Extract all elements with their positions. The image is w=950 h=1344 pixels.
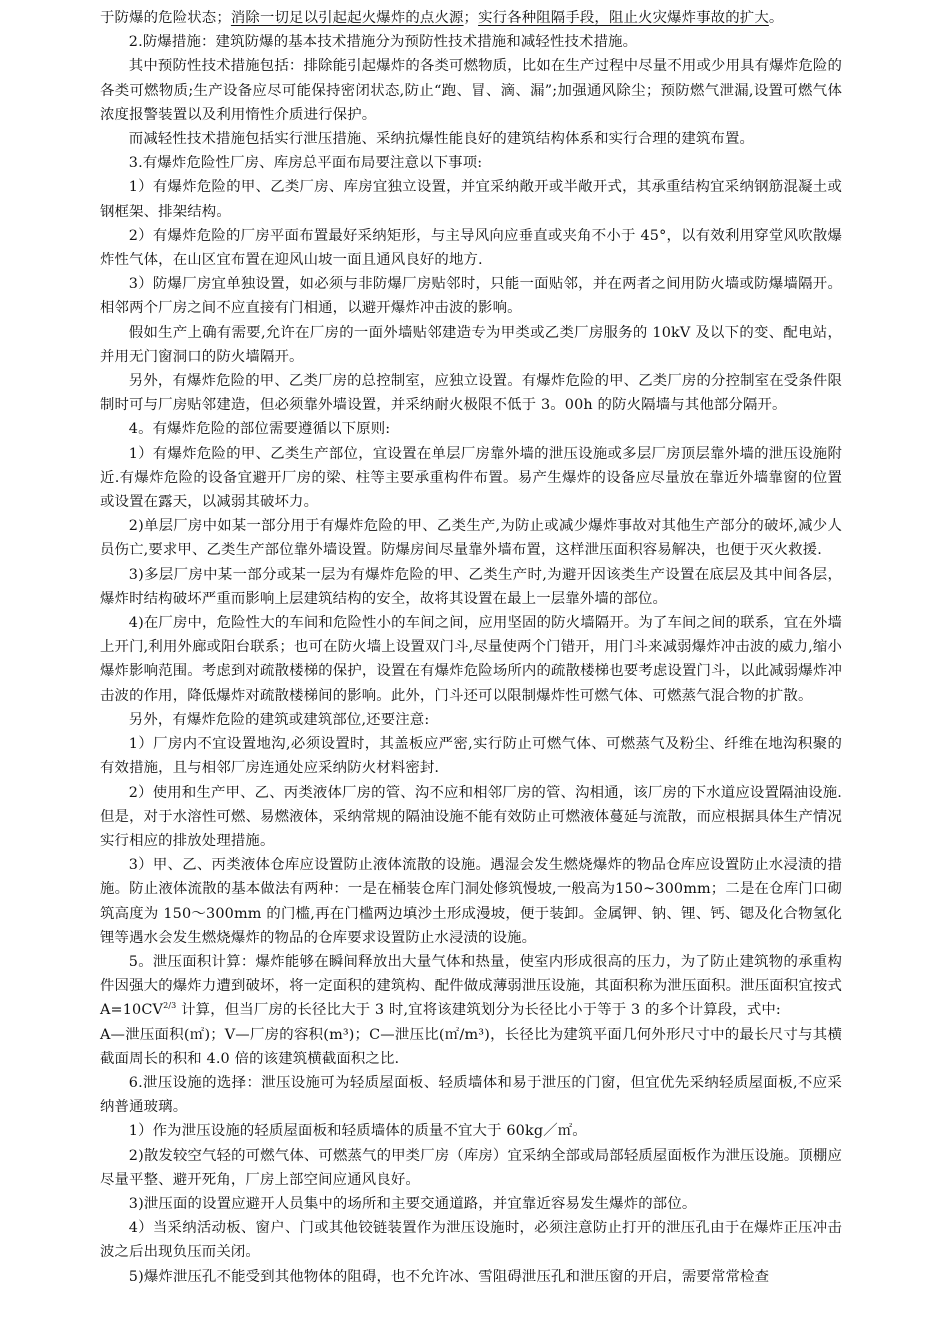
paragraph-additional-notes: 另外，有爆炸危险的建筑或建筑部位,还要注意: <box>128 711 430 728</box>
p0-underlined-a: 消除一切足以引起起火爆炸的点火源 <box>230 10 464 26</box>
list-item-3-3: 3）防爆厂房宜单独设置，如必须与非防爆厂房贴邻时，只能一面贴邻，并在两者之间用防火墙或防爆墙隔开。相邻两个厂房之间不应直接有门相通，以避开爆炸冲击波的影响。 <box>100 276 842 317</box>
paragraph-control-room: 另外，有爆炸危险的甲、乙类厂房的总控制室，应独立设置。有爆炸危险的甲、乙类厂房的分控制室在受条件限制时可与厂房贴邻建造，但必须靠外墙设置，并采纳耐火极限不低于 3。00h 的防火隔墙与其他部分隔开。 <box>100 373 842 414</box>
p19-text-a: 5。泄压面积计算：爆炸能够在瞬间释放出大量气体和热量，使室内形成很高的压力，为了防止建筑物的承重构件因强大的爆炸力遭到破坏，将一定面积的建筑构、配件做成薄弱泄压设施，其面积称为泄压面积。泄压面积宜按式 A=10CV <box>100 953 842 1019</box>
list-item-6-3: 3)泄压面的设置应避开人员集中的场所和主要交通道路，并宜靠近容易发生爆炸的部位。 <box>128 1195 697 1212</box>
p0-text-c: 。 <box>768 10 784 26</box>
list-item-4-4: 4)在厂房中，危险性大的车间和危险性小的车间之间，应用坚固的防火墙隔开。为了车间之间的联系，宜在外墙上开门,利用外廊或阳台联系；也可在防火墙上设置双门斗,尽量使两个门错开，用门斗来减弱爆炸冲击波的威力,缩小爆炸影响范围。考虑到对疏散楼梯的保护，设置在有爆炸危险场所内的疏散楼梯也要考虑设置门斗，以此减弱爆炸冲击波的作用，降低爆炸对疏散楼梯间的影响。此外，门斗还可以限制爆炸性可燃气体、可燃蒸气混合物的扩散。 <box>100 615 842 704</box>
exponent: 2/3 <box>163 1001 177 1011</box>
section-2-heading: 2.防爆措施：建筑防爆的基本技术措施分为预防性技术措施和减轻性技术措施。 <box>128 34 638 51</box>
list-item-note-2: 2）使用和生产甲、乙、丙类液体厂房的管、沟不应和相邻厂房的管、沟相通，该厂房的下水道应设置隔油设施.但是，对于水溶性可燃、易燃液体，采纳常规的隔油设施不能有效防止可燃液体蔓延与流散，而应根据具体生产情况实行相应的排放处理措施。 <box>100 784 842 849</box>
section-3-heading: 3.有爆炸危险性厂房、库房总平面布局要注意以下事项: <box>128 155 483 172</box>
list-item-6-4: 4）当采纳活动板、窗户、门或其他铰链装置作为泄压设施时，必须注意防止打开的泄压孔由于在爆炸正压冲击波之后出现负压而关闭。 <box>100 1220 842 1261</box>
p0-underlined-b: 实行各种阻隔手段，阻止火灾爆炸事故的扩大 <box>478 10 769 26</box>
paragraph-0 <box>100 6 842 30</box>
list-item-note-3: 3）甲、乙、丙类液体仓库应设置防止液体流散的设施。遇湿会发生燃烧爆炸的物品仓库应设置防止水浸渍的措施。防止液体流散的基本做法有两种：一是在桶装仓库门洞处修筑慢坡,一般高为150~300mm；二是在仓库门口砌筑高度为 150～300mm 的门槛,再在门槛两边填沙土形成漫坡，便于装卸。金属钾、钠、锂、钙、锶及化合物氢化锂等遇水会发生燃烧爆炸的物品的仓库要求设置防止水浸渍的设施。 <box>100 857 842 946</box>
p19-text-b: 计算，但当厂房的长径比大于 3 时,宜将该建筑划分为长径比小于等于 3 的多个计算段，式中: <box>176 1002 781 1019</box>
list-item-3-2: 2）有爆炸危险的厂房平面布置最好采纳矩形，与主导风向应垂直或夹角不小于 45°，以有效利用穿堂风吹散爆炸性气体，在山区宜布置在迎风山坡一面且通风良好的地方. <box>100 227 842 269</box>
list-item-3-1: 1）有爆炸危险的甲、乙类厂房、库房宜独立设置，并宜采纳敞开或半敞开式，其承重结构宜采纳钢筋混凝土或钢框架、排架结构。 <box>100 179 842 220</box>
paragraph-formula-legend: A—泄压面积(㎡)；V—厂房的容积(m³)；C—泄压比(㎡/m³)，长径比为建筑平面几何外形尺寸中的最长尺寸与其横截面周长的积和 4.0 倍的该建筑横截面积之比. <box>100 1026 842 1067</box>
section-6-heading: 6.泄压设施的选择：泄压设施可为轻质屋面板、轻质墙体和易于泄压的门窗，但宜优先采纳轻质屋面板,不应采纳普通玻璃。 <box>100 1074 842 1116</box>
list-item-6-1: 1）作为泄压设施的轻质屋面板和轻质墙体的质量不宜大于 60kg／㎡。 <box>128 1123 587 1140</box>
p0-text-a: 于防爆的危险状态； <box>100 10 231 26</box>
section-4-heading: 4。有爆炸危险的部位需要遵循以下原则: <box>128 421 391 438</box>
list-item-4-2: 2)单层厂房中如某一部分用于有爆炸危险的甲、乙类生产,为防止或减少爆炸事故对其他生产部分的破坏,减少人员伤亡,要求甲、乙类生产部位靠外墙设置。防爆房间尽量靠外墙布置，这样泄压面积容易解决，也便于灭火救援. <box>100 518 842 559</box>
paragraph-substation: 假如生产上确有需要,允许在厂房的一面外墙贴邻建造专为甲类或乙类厂房服务的 10kV 及以下的变、配电站，并用无门窗洞口的防火墙隔开。 <box>100 324 842 365</box>
paragraph-preventive-measures: 其中预防性技术措施包括：排除能引起爆炸的各类可燃物质，比如在生产过程中尽量不用或少用具有爆炸危险的各类可燃物质;生产设备应尽可能保持密闭状态,防止“跑、冒、滴、漏”;加强通风除尘；预防燃气泄漏,设置可燃气体浓度报警装置以及利用惰性介质进行保护。 <box>100 58 842 123</box>
list-item-6-5: 5)爆炸泄压孔不能受到其他物体的阻碍，也不允许冰、雪阻碍泄压孔和泄压窗的开启，需要常常检查 <box>128 1268 770 1285</box>
section-5-heading <box>100 950 842 1023</box>
paragraph-mitigation-measures: 而减轻性技术措施包括实行泄压措施、采纳抗爆性能良好的建筑结构体系和实行合理的建筑布置。 <box>128 131 755 148</box>
list-item-4-3: 3)多层厂房中某一部分或某一层为有爆炸危险的甲、乙类生产时,为避开因该类生产设置在底层及其中间各层，爆炸时结构破坏严重而影响上层建筑结构的安全，故将其设置在最上一层靠外墙的部位。 <box>100 566 842 607</box>
p0-text-b: ； <box>463 10 479 26</box>
list-item-note-1: 1）厂房内不宜设置地沟,必须设置时，其盖板应严密,实行防止可燃气体、可燃蒸气及粉尘、纤维在地沟积聚的有效措施，且与相邻厂房连通处应采纳防火材料密封. <box>100 736 842 777</box>
document-page <box>100 6 842 1289</box>
list-item-4-1: 1）有爆炸危险的甲、乙类生产部位，宜设置在单层厂房靠外墙的泄压设施或多层厂房顶层靠外墙的泄压设施附近.有爆炸危险的设备宜避开厂房的梁、柱等主要承重构件布置。易产生爆炸的设备应尽量放在靠近外墙靠窗的位置或设置在露天，以减弱其破坏力。 <box>100 445 842 511</box>
list-item-6-2: 2)散发较空气轻的可燃气体、可燃蒸气的甲类厂房（库房）宜采纳全部或局部轻质屋面板作为泄压设施。顶棚应尽量平整、避开死角，厂房上部空间应通风良好。 <box>100 1147 842 1188</box>
